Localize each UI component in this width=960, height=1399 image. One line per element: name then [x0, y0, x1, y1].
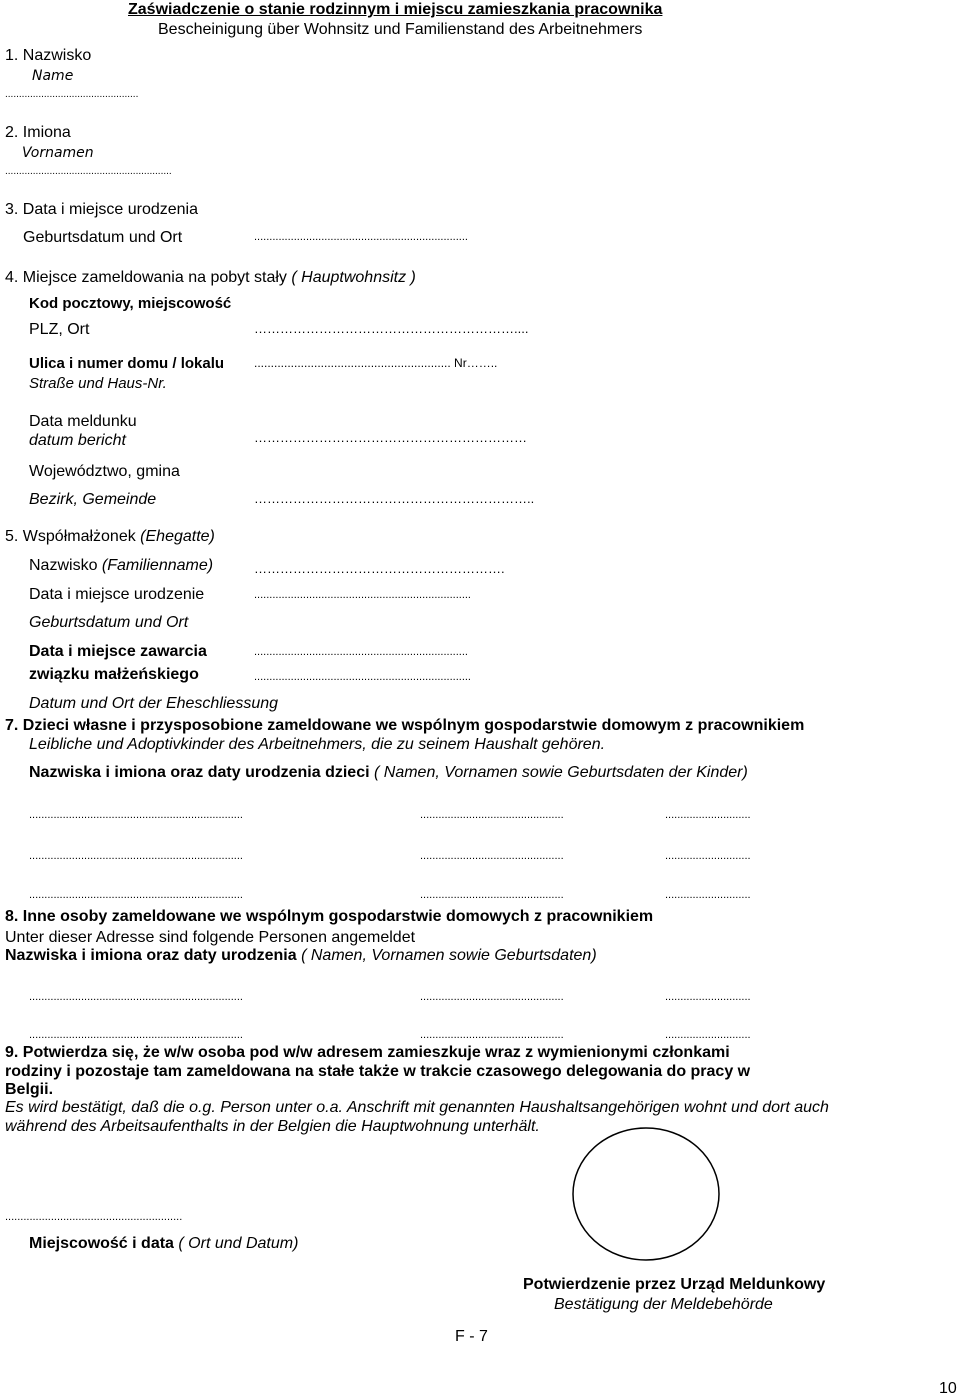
s8-person1-date-line[interactable]: ............................ — [665, 991, 751, 1003]
s7-names-pl: Nazwiska i imiona oraz daty urodzenia dzieci — [29, 764, 370, 781]
s5-marriage-label-1: Data i miejsce zawarcia — [29, 643, 207, 660]
s5-surname-input-line[interactable]: …………………………………………………. — [254, 561, 505, 576]
s5-surname-de: (Familienname) — [101, 557, 214, 574]
s7-sublabel: Leibliche und Adoptivkinder des Arbeitnehmers, die zu seinem Haushalt gehören. — [29, 736, 606, 753]
s1-input-line[interactable]: ................................................ — [5, 89, 139, 100]
s4-label-pl: 4. Miejsce zameldowania na pobyt stały — [5, 269, 287, 286]
s5-birth-sublabel: Geburtsdatum und Ort — [29, 614, 189, 631]
s4-voiv-label: Województwo, gmina — [29, 463, 180, 480]
s5-birth-input-line[interactable]: ....................................................................... — [254, 589, 471, 601]
s4-voiv-input-line[interactable]: ……………………………………………………….. — [254, 491, 535, 506]
s8-person2-place-line[interactable]: ............................................... — [420, 1029, 564, 1041]
s8-person2-name-line[interactable]: ...................................................................... — [29, 1029, 243, 1041]
s7-child3-place-line[interactable]: ............................................... — [420, 889, 564, 901]
s5-marriage-sublabel: Datum und Ort der Eheschliessung — [29, 695, 279, 712]
office-confirmation-sublabel: Bestätigung der Meldebehörde — [554, 1296, 773, 1313]
s4-street-input-line[interactable]: ........................................................... Nr…….. — [254, 356, 498, 370]
s2-input-line[interactable]: ............................................................ — [5, 166, 172, 177]
s8-sublabel: Unter dieser Adresse sind folgende Personen angemeldet — [5, 929, 416, 946]
s3-input-line[interactable]: ...................................................................... — [254, 231, 468, 243]
s9-de-line-1: Es wird bestätigt, daß die o.g. Person unter o.a. Anschrift mit genannten Haushaltsangehörigen wohnt und dort auch — [5, 1099, 829, 1116]
s4-voiv-sublabel: Bezirk, Gemeinde — [29, 491, 157, 508]
document-title: Zaświadczenie o stanie rodzinnym i miejscu zamieszkania pracownika — [128, 1, 663, 18]
s2-label: 2. Imiona — [5, 124, 71, 141]
s5-marriage-input-line-2[interactable]: ....................................................................... — [254, 671, 471, 683]
s9-de-line-2: während des Arbeitsaufenthalts in der Belgien die Hauptwohnung unterhält. — [5, 1118, 540, 1135]
s5-marriage-input-line-1[interactable]: ...................................................................... — [254, 646, 468, 658]
s5-birth-label: Data i miejsce urodzenie — [29, 586, 205, 603]
s8-person1-name-line[interactable]: ...................................................................... — [29, 991, 243, 1003]
form-code: F - 7 — [455, 1328, 488, 1345]
place-date-label — [29, 1236, 298, 1252]
s4-postal-label: Kod pocztowy, miejscowość — [29, 295, 232, 312]
s5-surname-pl: Nazwisko — [29, 557, 98, 574]
s4-street-label: Ulica i numer domu / lokalu — [29, 355, 225, 372]
s7-label: 7. Dzieci własne i przysposobione zameldowane we wspólnym gospodarstwie domowym z pracownikiem — [5, 717, 805, 734]
s7-child2-place-line[interactable]: ............................................... — [420, 850, 564, 862]
document-subtitle: Bescheinigung über Wohnsitz und Familienstand des Arbeitnehmers — [158, 21, 643, 38]
s2-sublabel: Vornamen — [22, 145, 94, 161]
s8-names-de: ( Namen, Vornamen sowie Geburtsdaten) — [301, 947, 597, 964]
s7-child2-date-line[interactable]: ............................ — [665, 850, 751, 862]
s7-child3-name-line[interactable]: ...................................................................... — [29, 889, 243, 901]
s5-marriage-label-2: związku małżeńskiego — [29, 666, 199, 683]
s7-names-de: ( Namen, Vornamen sowie Geburtsdaten der Kinder) — [374, 764, 748, 781]
s4-reg-sublabel: datum bericht — [29, 432, 126, 449]
s5-label-pl: 5. Współmałżonek — [5, 528, 136, 545]
s8-names-pl: Nazwiska i imiona oraz daty urodzenia — [5, 947, 297, 964]
s8-person2-date-line[interactable]: ............................ — [665, 1029, 751, 1041]
s4-label-de: ( Hauptwohnsitz ) — [291, 269, 416, 286]
s9-line-1: 9. Potwierdza się, że w/w osoba pod w/w adresem zamieszkuje wraz z wymienionymi członkami — [5, 1044, 730, 1061]
s8-person1-place-line[interactable]: ............................................... — [420, 991, 564, 1003]
page-number: 10 — [939, 1380, 957, 1397]
stamp-circle — [573, 1128, 719, 1260]
s7-child2-name-line[interactable]: ...................................................................... — [29, 850, 243, 862]
s5-label-de: (Ehegatte) — [140, 528, 215, 545]
s4-postal-sublabel: PLZ, Ort — [29, 321, 90, 338]
s9-line-3: Belgii. — [5, 1081, 54, 1098]
office-confirmation-label: Potwierdzenie przez Urząd Meldunkowy — [523, 1276, 826, 1293]
s4-postal-input-line[interactable]: …………………………………………………….... — [254, 321, 529, 336]
s7-child3-date-line[interactable]: ............................ — [665, 889, 751, 901]
s4-street-sublabel: Straße und Haus-Nr. — [29, 375, 167, 392]
s3-label: 3. Data i miejsce urodzenia — [5, 201, 198, 218]
s1-label: 1. Nazwisko — [5, 47, 92, 64]
s9-line-2: rodziny i pozostaje tam zameldowana na stałe także w trakcie czasowego delegowania do pracy w — [5, 1063, 751, 1080]
s1-sublabel: Name — [32, 68, 74, 84]
s7-child1-name-line[interactable]: ...................................................................... — [29, 809, 243, 821]
s4-reg-input-line[interactable]: ……………………………………………………… — [254, 430, 527, 445]
s7-child1-date-line[interactable]: ............................ — [665, 809, 751, 821]
place-date-de: ( Ort und Datum) — [178, 1235, 299, 1252]
signature-line[interactable]: .......................................................... — [5, 1211, 183, 1223]
s7-child1-place-line[interactable]: ............................................... — [420, 809, 564, 821]
s4-reg-label: Data meldunku — [29, 413, 137, 430]
s8-label: 8. Inne osoby zameldowane we wspólnym gospodarstwie domowych z pracownikiem — [5, 908, 654, 925]
place-date-pl: Miejscowość i data — [29, 1235, 174, 1252]
s3-sublabel: Geburtsdatum und Ort — [23, 229, 183, 246]
